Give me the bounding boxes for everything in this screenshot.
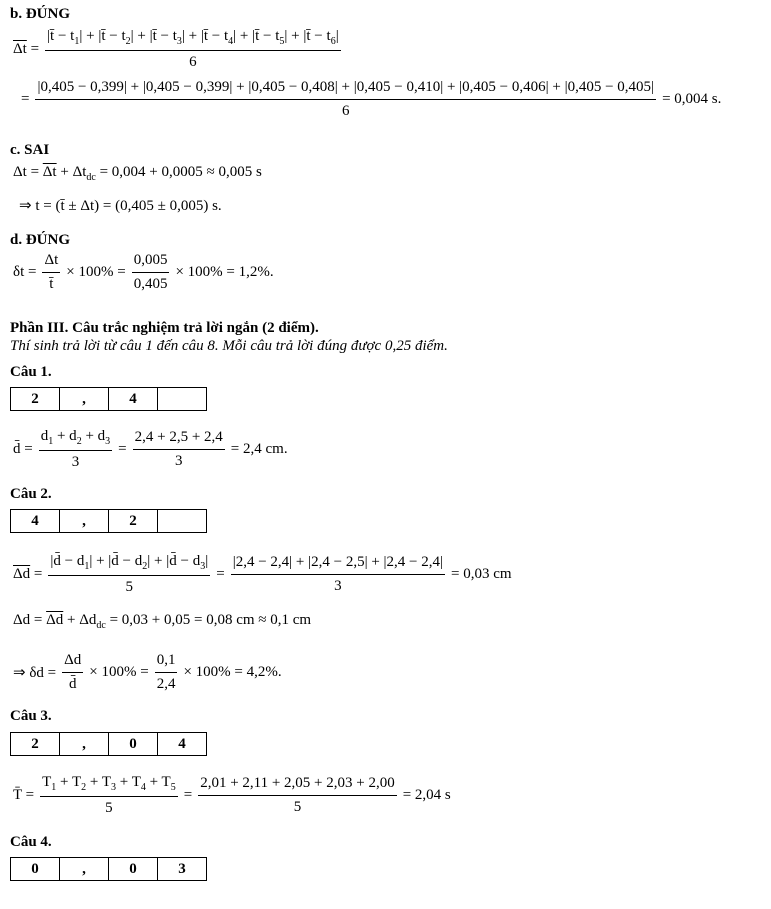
answer-cell: , [60, 388, 109, 410]
math-text: + T [86, 774, 111, 790]
denominator [69, 673, 77, 693]
math-expression [89, 664, 148, 681]
fraction [132, 252, 170, 293]
math-expression [13, 663, 56, 682]
subscript: dc [96, 620, 106, 631]
subscript: 1 [84, 561, 90, 572]
formula [16, 196, 225, 215]
subscript: 3 [200, 561, 206, 572]
math-text: T [42, 774, 52, 790]
answer-cell [158, 388, 206, 410]
math-text: = 0,004 + 0,0005 ≈ 0,005 s [95, 164, 262, 180]
part3-title: Phần III. Câu trắc nghiệm trả lời ngắn (2 điểm). [10, 320, 319, 336]
math-text: 3 [334, 578, 342, 594]
math-text: Δt [44, 252, 59, 268]
fraction [45, 28, 341, 71]
answer-box-3 [10, 732, 207, 756]
math-text: | + |t̄ − t [79, 28, 126, 44]
math-expression [13, 612, 311, 631]
formula [10, 652, 285, 693]
math-text: 5 [125, 579, 134, 595]
fraction [133, 429, 225, 470]
formula [10, 28, 344, 71]
fraction [48, 553, 210, 596]
math-text: + T [145, 774, 171, 790]
subscript: 2 [76, 436, 82, 447]
denominator [189, 51, 197, 71]
math-text: Δd [64, 652, 82, 668]
math-text: × 100% = 1,2%. [175, 264, 274, 280]
denominator [342, 100, 350, 120]
fraction [42, 252, 60, 293]
math-text: |2,4 − 2,4| + |2,4 − 2,5| + |2,4 − 2,4| [232, 554, 444, 570]
math-text: d [40, 428, 49, 444]
math-text: + d [81, 428, 106, 444]
question-1-label: Câu 1. [10, 364, 52, 380]
math-expression [21, 91, 29, 108]
subscript: 3 [111, 782, 116, 793]
answer-box-4 [10, 857, 207, 881]
fraction [40, 774, 178, 817]
question-3-label: Câu 3. [10, 708, 52, 724]
math-expression [118, 441, 126, 458]
numerator [48, 553, 210, 576]
formula [10, 774, 454, 817]
math-text: = [30, 566, 43, 582]
fraction [155, 652, 178, 693]
math-text: = [26, 41, 40, 57]
math-expression [403, 787, 451, 804]
overlined-symbol: $\overline{\Delta t}$ [13, 41, 27, 57]
math-text: 6 [189, 54, 197, 70]
math-text: | + |t̄ − t [181, 28, 229, 44]
formula [10, 428, 291, 471]
math-text: = 2,04 s [402, 787, 451, 803]
math-text: = [118, 441, 127, 457]
math-text: d̄ = [13, 441, 33, 457]
answer-cell: 4 [109, 388, 158, 410]
denominator [134, 273, 168, 293]
math-text: = 2,4 cm. [230, 441, 288, 457]
subscript: 1 [74, 36, 80, 47]
math-text: + Δd [63, 612, 97, 628]
math-text: | + |t̄ − t [233, 28, 280, 44]
overlined-symbol: $\overline{\Delta t}$ [42, 164, 57, 180]
question-4-label: Câu 4. [10, 834, 52, 850]
math-text: + T [56, 774, 82, 790]
answer-cell: 0 [11, 858, 60, 880]
math-text: + Δt [56, 164, 87, 180]
answer-cell: 0 [109, 733, 158, 755]
answer-cell: 2 [11, 388, 60, 410]
fraction [62, 652, 83, 693]
overlined-symbol: $\overline{\Delta d}$ [46, 612, 64, 628]
math-text: 0,1 [156, 652, 176, 668]
numerator [155, 652, 178, 673]
math-expression [183, 664, 281, 681]
math-expression [13, 787, 34, 804]
formula [10, 164, 265, 183]
numerator [132, 252, 170, 273]
fraction [198, 775, 397, 816]
formula [10, 252, 277, 293]
answer-cell: 3 [178, 860, 186, 877]
answer-cell: 4 [178, 735, 186, 752]
denominator [294, 796, 302, 816]
fraction [231, 554, 445, 595]
math-text: |d̄ − d [50, 553, 85, 569]
math-expression [19, 196, 222, 215]
math-text: |0,405 − 0,399| + |0,405 − 0,399| + |0,405 − 0,408| + |0,405 − 0,410| + |0,405 − 0,406| + |0,405 − 0,405| [37, 79, 655, 95]
math-text: 5 [105, 800, 113, 816]
denominator [334, 575, 342, 595]
numerator [198, 775, 397, 796]
subscript: 3 [105, 436, 111, 447]
math-text: 3 [71, 454, 80, 470]
math-text: 0,405 [133, 276, 168, 292]
math-text: = [21, 91, 30, 107]
answer-cell [158, 510, 206, 532]
denominator [157, 673, 176, 693]
math-expression [13, 164, 262, 183]
denominator [105, 797, 113, 817]
math-text: = [216, 566, 225, 582]
numerator [133, 429, 225, 450]
math-text: | + |d̄ − d [147, 553, 201, 569]
math-text: × 100% = [66, 264, 126, 280]
math-text: = 0,004 s. [662, 91, 722, 107]
numerator [42, 252, 60, 273]
math-text: | [335, 28, 339, 44]
formula [10, 553, 515, 596]
answer-cell: 2 [109, 510, 158, 532]
math-text: ⇒ δd = [13, 665, 57, 681]
denominator [126, 576, 134, 596]
math-text: T̄ = [13, 787, 35, 803]
math-text: 0,005 [133, 252, 168, 268]
math-text: 2,01 + 2,11 + 2,05 + 2,03 + 2,00 [200, 775, 395, 791]
math-text: | + |t̄ − t [284, 28, 331, 44]
subscript: 1 [48, 436, 54, 447]
subscript: 6 [330, 36, 336, 47]
math-expression [13, 41, 39, 58]
denominator [175, 450, 183, 470]
formula [10, 612, 314, 631]
denominator [49, 273, 53, 293]
numerator [45, 28, 341, 51]
subscript: 2 [142, 561, 148, 572]
math-text: = 0,03 cm [451, 566, 512, 582]
numerator [231, 554, 445, 575]
numerator [39, 428, 112, 451]
math-text: 5 [293, 799, 302, 815]
math-text: 2,4 [156, 676, 176, 692]
math-text: = [183, 787, 193, 803]
math-expression [231, 441, 288, 458]
math-text: Δt = [13, 164, 43, 180]
math-expression [451, 566, 512, 583]
part3-instructions: Thí sinh trả lời từ câu 1 đến câu 8. Mỗi câu trả lời đúng được 0,25 điểm. [10, 338, 448, 354]
subscript: 1 [51, 782, 57, 793]
math-text: 2,4 + 2,5 + 2,4 [134, 429, 223, 445]
math-expression [66, 264, 125, 281]
answer-cell: 4 [11, 510, 60, 532]
answer-cell: 2 [11, 733, 60, 755]
math-text: d̄ [68, 676, 77, 692]
subscript: dc [86, 172, 96, 183]
math-expression [13, 566, 42, 583]
answer-cell: 0 [109, 858, 158, 880]
section-c-heading: c. SAI [10, 142, 50, 158]
math-text: |t̄ − t [47, 28, 75, 44]
subscript: 2 [125, 36, 131, 47]
math-expression [13, 441, 33, 458]
question-2-label: Câu 2. [10, 486, 52, 502]
math-text: | [205, 553, 209, 569]
numerator [40, 774, 178, 797]
answer-cell: , [60, 733, 109, 755]
math-text: | + |t̄ − t [130, 28, 177, 44]
subscript: 5 [170, 782, 176, 793]
denominator [72, 451, 80, 471]
subscript: 5 [279, 36, 285, 47]
fraction [35, 79, 656, 120]
answer-box-2 [10, 509, 207, 533]
math-expression [13, 264, 36, 281]
math-expression [216, 566, 224, 583]
subscript: 2 [81, 782, 87, 793]
math-text: + d [53, 428, 77, 444]
section-d-heading: d. ĐÚNG [10, 232, 71, 248]
overlined-symbol: $\overline{\Delta d}$ [13, 566, 31, 582]
math-text: δt = [13, 264, 37, 280]
numerator [62, 652, 83, 673]
answer-cell: , [60, 858, 109, 880]
math-text: 6 [342, 103, 350, 119]
formula [18, 79, 724, 120]
subscript: 3 [176, 36, 182, 47]
math-text: ⇒ t = (t̄ ± Δt) = (0,405 ± 0,005) s. [19, 198, 222, 214]
section-b-heading: b. ĐÚNG [10, 6, 71, 22]
math-text: | + |d̄ − d [89, 553, 143, 569]
answer-cell: , [60, 510, 109, 532]
math-text: × 100% = 4,2%. [183, 664, 282, 680]
answer-box-1 [10, 387, 207, 411]
math-expression [175, 264, 273, 281]
math-text: Δd = [13, 612, 47, 628]
math-text: + T [116, 774, 141, 790]
numerator [35, 79, 656, 100]
math-expression [662, 91, 721, 108]
math-text: × 100% = [89, 664, 149, 680]
math-text: = 0,03 + 0,05 = 0,08 cm ≈ 0,1 cm [105, 612, 312, 628]
math-text: 3 [174, 453, 183, 469]
math-expression [184, 787, 192, 804]
subscript: 4 [228, 36, 234, 47]
fraction [39, 428, 112, 471]
subscript: 4 [140, 782, 146, 793]
math-text: t̄ [49, 276, 54, 292]
